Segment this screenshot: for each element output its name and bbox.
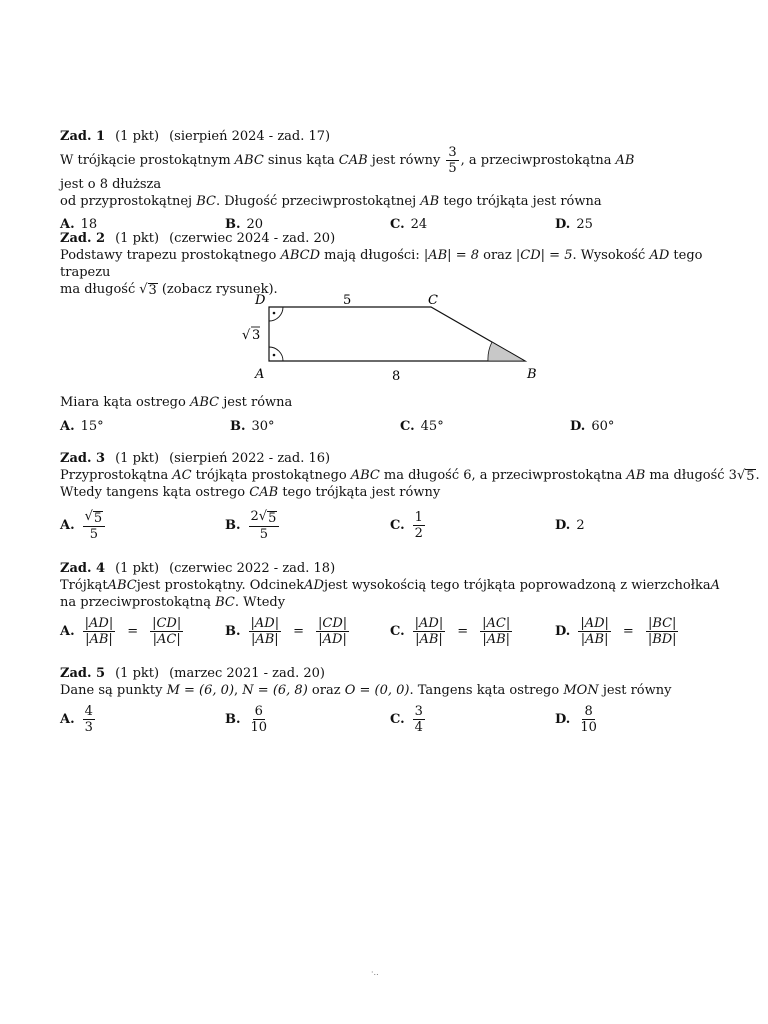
text: oraz bbox=[483, 248, 512, 263]
math: O = (0, 0) bbox=[344, 683, 410, 698]
answer-d[interactable] bbox=[555, 509, 720, 542]
numerator: 1 bbox=[414, 510, 423, 525]
fraction-right bbox=[480, 616, 512, 647]
text: . Wtedy bbox=[234, 595, 286, 610]
numerator: 3 bbox=[414, 704, 423, 719]
equals-sign: = bbox=[457, 624, 469, 639]
answer-a[interactable] bbox=[60, 616, 225, 647]
sqrt-sign: √ bbox=[139, 282, 148, 297]
answer-c[interactable] bbox=[390, 509, 555, 542]
task-source: (czerwiec 2022 - zad. 18) bbox=[169, 561, 336, 576]
math: AD bbox=[304, 578, 324, 593]
denominator: 4 bbox=[414, 720, 423, 735]
text: W trójkącie prostokątnym bbox=[60, 153, 231, 168]
task-label: Zad. 3 bbox=[60, 451, 106, 466]
math: ABC bbox=[350, 468, 380, 483]
vertex-b-label: B bbox=[527, 367, 537, 382]
answer-letter: C. bbox=[390, 217, 405, 232]
denominator: |AC| bbox=[152, 632, 181, 647]
task-label: Zad. 1 bbox=[60, 129, 106, 144]
task-2 bbox=[60, 230, 720, 434]
answer-letter: D. bbox=[555, 712, 571, 727]
numerator: 6 bbox=[254, 704, 263, 719]
answer-b[interactable] bbox=[225, 509, 390, 542]
fraction bbox=[413, 510, 425, 541]
answer-value: 20 bbox=[246, 217, 264, 232]
numerator: 4 bbox=[84, 704, 93, 719]
numerator: 8 bbox=[584, 704, 593, 719]
task-points: (1 pkt) bbox=[115, 666, 160, 681]
text: jest równy bbox=[371, 153, 441, 168]
answer-options bbox=[60, 509, 720, 542]
radicand: 3 bbox=[148, 283, 157, 298]
text: tego trójkąta jest równa bbox=[443, 194, 602, 209]
fraction-left bbox=[83, 616, 116, 647]
denominator: 3 bbox=[84, 720, 93, 735]
answer-value: 18 bbox=[80, 217, 98, 232]
denominator: 5 bbox=[259, 527, 269, 542]
sqrt-sign: √ bbox=[258, 509, 268, 524]
task-source: (czerwiec 2024 - zad. 20) bbox=[169, 231, 336, 246]
denominator: 5 bbox=[89, 527, 99, 542]
numerator: |AC| bbox=[482, 616, 511, 631]
right-angle-d bbox=[269, 307, 283, 321]
task-5 bbox=[60, 665, 720, 735]
answer-letter: B. bbox=[225, 624, 241, 639]
task-points: (1 pkt) bbox=[115, 561, 160, 576]
numerator: |BC| bbox=[647, 616, 677, 631]
math: AB bbox=[626, 468, 646, 483]
denominator: |AB| bbox=[85, 632, 113, 647]
answer-value: 45° bbox=[420, 419, 444, 434]
numerator bbox=[83, 509, 106, 527]
task-points: (1 pkt) bbox=[115, 231, 160, 246]
math: ABCD bbox=[280, 248, 321, 263]
fraction bbox=[83, 704, 95, 735]
fraction bbox=[578, 704, 599, 735]
text: . Tangens kąta ostrego bbox=[409, 683, 560, 698]
fraction bbox=[446, 145, 458, 176]
answer-letter: B. bbox=[225, 217, 241, 232]
fraction bbox=[413, 704, 425, 735]
math: A bbox=[710, 578, 720, 593]
task-points: (1 pkt) bbox=[115, 129, 160, 144]
task-text bbox=[60, 247, 720, 281]
top-base-length: 5 bbox=[343, 293, 352, 308]
task-label: Zad. 2 bbox=[60, 231, 106, 246]
numerator: |AD| bbox=[250, 616, 280, 631]
answer-value: 30° bbox=[251, 419, 275, 434]
height-length: 3 bbox=[252, 328, 261, 343]
answer-letter: A. bbox=[60, 217, 75, 232]
task-header bbox=[60, 665, 720, 682]
answer-options bbox=[60, 616, 720, 647]
right-angle-d-dot bbox=[273, 312, 276, 315]
task-header bbox=[60, 230, 720, 247]
answer-value: 15° bbox=[80, 419, 104, 434]
answer-value: 2 bbox=[576, 518, 585, 533]
right-angle-a bbox=[269, 347, 283, 361]
text: Dane są punkty bbox=[60, 683, 163, 698]
task-source: (sierpień 2022 - zad. 16) bbox=[169, 451, 331, 466]
text: Przyprostokątna bbox=[60, 468, 169, 483]
answer-letter: A. bbox=[60, 712, 75, 727]
fraction-left bbox=[249, 616, 282, 647]
answer-options bbox=[60, 418, 740, 435]
fraction bbox=[83, 509, 106, 542]
answer-letter: A. bbox=[60, 624, 75, 639]
numerator: |AD| bbox=[414, 616, 444, 631]
text: jest równa bbox=[223, 395, 293, 410]
bottom-base-length: 8 bbox=[392, 369, 401, 384]
answer-d[interactable] bbox=[570, 418, 740, 435]
math: ABC bbox=[189, 395, 220, 410]
fraction bbox=[249, 509, 280, 542]
math: AC bbox=[172, 468, 192, 483]
denominator: |AB| bbox=[580, 632, 609, 647]
sqrt bbox=[737, 467, 756, 484]
math: AB bbox=[615, 153, 635, 168]
text: (zobacz rysunek). bbox=[161, 282, 278, 297]
numerator: 3 bbox=[448, 145, 457, 160]
radicand: 5 bbox=[746, 469, 755, 484]
math: ABC bbox=[234, 153, 264, 168]
answer-letter: C. bbox=[400, 419, 415, 434]
denominator: |AB| bbox=[250, 632, 279, 647]
answer-letter: C. bbox=[390, 518, 405, 533]
text: Miara kąta ostrego bbox=[60, 395, 186, 410]
text: , a przeciwprostokątna bbox=[460, 153, 612, 168]
answer-letter: D. bbox=[555, 624, 571, 639]
task-question bbox=[60, 394, 292, 411]
text: tego trójkąta jest równy bbox=[282, 485, 441, 500]
math: ABC bbox=[107, 578, 137, 593]
radicand: 5 bbox=[268, 511, 277, 526]
period: . bbox=[755, 468, 760, 483]
text: jest równy bbox=[602, 683, 672, 698]
task-text: Dane są punkty M = (6, 0), N = (6, 8) oraz O = (0, 0). Tangens kąta ostrego MON jest równy bbox=[60, 683, 672, 698]
denominator: 2 bbox=[414, 526, 423, 541]
numerator bbox=[249, 509, 280, 527]
math: BC bbox=[196, 194, 216, 209]
denominator: |AB| bbox=[415, 632, 443, 647]
right-angle-a-dot bbox=[273, 354, 276, 357]
math: |CD| = 5 bbox=[515, 248, 573, 263]
answer-d[interactable] bbox=[555, 616, 720, 647]
text: ma długość 3 bbox=[649, 468, 737, 483]
answer-c[interactable] bbox=[390, 616, 555, 647]
text: ma długość bbox=[60, 282, 136, 297]
vertex-d-label: D bbox=[255, 293, 266, 308]
answer-letter: B. bbox=[230, 419, 246, 434]
task-text-line2 bbox=[60, 594, 720, 611]
answer-letter: B. bbox=[225, 712, 241, 727]
task-text bbox=[60, 577, 720, 594]
math: AD bbox=[649, 248, 670, 263]
text: jest wysokością tego trójkąta poprowadzoną z wierzchołka bbox=[323, 578, 711, 593]
denominator: 10 bbox=[250, 720, 268, 735]
math: CAB bbox=[249, 485, 279, 500]
task-1 bbox=[60, 128, 720, 233]
angle-b-fill bbox=[488, 342, 525, 361]
numerator: |AD| bbox=[580, 616, 609, 631]
equals-sign: = bbox=[127, 624, 139, 639]
text: jest prostokątny. Odcinek bbox=[136, 578, 305, 593]
sqrt bbox=[139, 281, 158, 298]
denominator: 10 bbox=[580, 720, 597, 735]
task-4 bbox=[60, 560, 720, 647]
numerator: |CD| bbox=[152, 616, 182, 631]
trapezoid-shape bbox=[269, 307, 525, 361]
text: Podstawy trapezu prostokątnego bbox=[60, 248, 277, 263]
task-text bbox=[60, 467, 760, 484]
denominator: |AD| bbox=[318, 632, 347, 647]
task-source: (marzec 2021 - zad. 20) bbox=[169, 666, 325, 681]
sqrt-sign: √ bbox=[84, 509, 93, 524]
page-mark: ·.. bbox=[371, 968, 379, 977]
math: |AB| = 8 bbox=[423, 248, 479, 263]
answer-letter: D. bbox=[555, 217, 571, 232]
text: na przeciwprostokątną bbox=[60, 595, 211, 610]
text: mają długości: bbox=[324, 248, 420, 263]
answer-a[interactable] bbox=[60, 509, 225, 542]
text: sinus kąta bbox=[267, 153, 335, 168]
denominator: |BD| bbox=[647, 632, 677, 647]
task-header bbox=[60, 128, 720, 145]
answer-b[interactable] bbox=[225, 704, 390, 735]
trapezoid-figure bbox=[240, 294, 560, 384]
math: MON bbox=[563, 683, 599, 698]
text: jest o 8 dłuższa bbox=[60, 177, 162, 192]
fraction-left bbox=[578, 616, 611, 647]
equals-sign: = bbox=[293, 624, 304, 639]
answer-c[interactable] bbox=[390, 704, 555, 735]
task-text bbox=[60, 145, 720, 193]
task-header bbox=[60, 450, 720, 467]
math: M = (6, 0) bbox=[166, 683, 235, 698]
math: CAB bbox=[338, 153, 368, 168]
task-3 bbox=[60, 450, 760, 542]
text: od przyprostokątnej bbox=[60, 194, 193, 209]
task-source: (sierpień 2024 - zad. 17) bbox=[169, 129, 331, 144]
text: trójkąta prostokątnego bbox=[195, 468, 347, 483]
equals-sign: = bbox=[622, 624, 634, 639]
coefficient: 2 bbox=[250, 509, 259, 524]
vertex-c-label: C bbox=[428, 293, 438, 308]
answer-a[interactable] bbox=[60, 704, 225, 735]
answer-options bbox=[60, 704, 720, 735]
denominator: 5 bbox=[448, 161, 457, 176]
answer-letter: D. bbox=[555, 518, 571, 533]
fraction bbox=[249, 704, 270, 735]
answer-letter: D. bbox=[570, 419, 586, 434]
answer-letter: A. bbox=[60, 518, 75, 533]
task-label: Zad. 5 bbox=[60, 666, 106, 681]
vertex-a-label: A bbox=[255, 367, 265, 382]
answer-b[interactable] bbox=[230, 418, 400, 435]
height-sqrt-sign: √ bbox=[242, 328, 251, 343]
math: BC bbox=[215, 595, 235, 610]
answer-value: 24 bbox=[410, 217, 428, 232]
task-text-line2 bbox=[60, 193, 720, 210]
text: tego trapezu bbox=[60, 248, 703, 280]
answer-a[interactable] bbox=[60, 418, 230, 435]
answer-letter: C. bbox=[390, 624, 405, 639]
text: Trójkąt bbox=[60, 578, 108, 593]
radicand: 5 bbox=[93, 511, 103, 526]
numerator: |CD| bbox=[318, 616, 348, 631]
answer-b[interactable] bbox=[225, 616, 390, 647]
text: Wtedy tangens kąta ostrego bbox=[60, 485, 246, 500]
text: oraz bbox=[311, 683, 341, 698]
task-label: Zad. 4 bbox=[60, 561, 106, 576]
fraction-right bbox=[646, 616, 679, 647]
math: AB bbox=[420, 194, 440, 209]
text: . Wysokość bbox=[572, 248, 646, 263]
answer-value: 60° bbox=[591, 419, 615, 434]
fraction-right bbox=[150, 616, 183, 647]
answer-letter: A. bbox=[60, 419, 75, 434]
numerator: |AD| bbox=[84, 616, 114, 631]
task-header bbox=[60, 560, 720, 577]
text: ma długość 6, a przeciwprostokątna bbox=[383, 468, 623, 483]
sqrt-sign: √ bbox=[736, 468, 746, 483]
answer-value: 25 bbox=[576, 217, 593, 232]
text: . Długość przeciwprostokątnej bbox=[215, 194, 417, 209]
answer-c[interactable] bbox=[400, 418, 570, 435]
answer-d[interactable] bbox=[555, 704, 720, 735]
task-points: (1 pkt) bbox=[115, 451, 160, 466]
sqrt bbox=[259, 509, 278, 526]
math: N = (6, 8) bbox=[242, 683, 308, 698]
sqrt bbox=[85, 509, 104, 526]
denominator: |AB| bbox=[482, 632, 511, 647]
task-text-line2 bbox=[60, 484, 720, 501]
fraction-left bbox=[413, 616, 446, 647]
answer-letter: B. bbox=[225, 518, 241, 533]
fraction-right bbox=[316, 616, 349, 647]
answer-letter: C. bbox=[390, 712, 405, 727]
